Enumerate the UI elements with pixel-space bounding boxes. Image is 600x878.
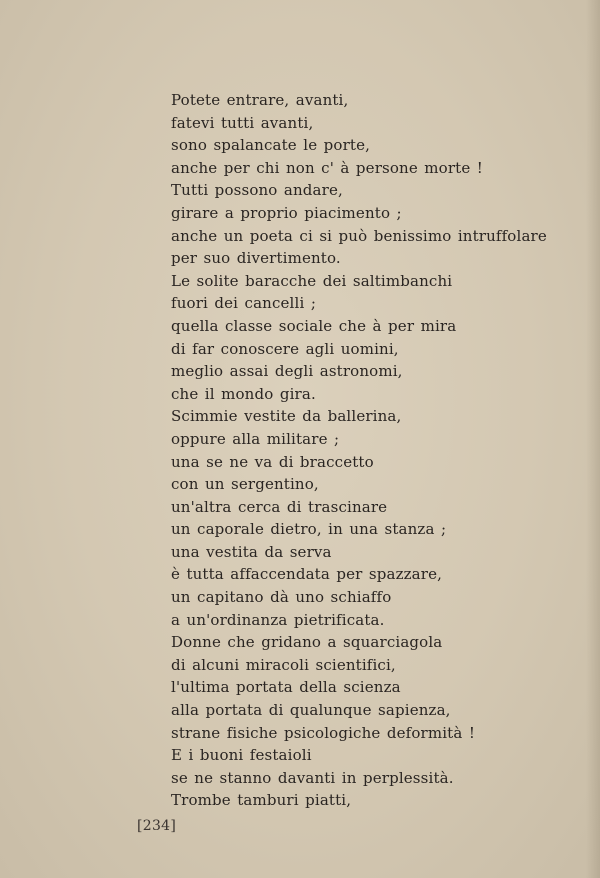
poem-line: è tutta affaccendata per spazzare, bbox=[171, 565, 443, 584]
poem-line: girare a proprio piacimento ; bbox=[171, 203, 402, 222]
poem-line: oppure alla militare ; bbox=[171, 429, 340, 448]
poem-line: che il mondo gira. bbox=[171, 384, 316, 403]
poem-line: Trombe tamburi piatti, bbox=[171, 791, 352, 810]
poem-line: Donne che gridano a squarciagola bbox=[171, 633, 443, 652]
poem-line: di far conoscere agli uomini, bbox=[171, 339, 399, 358]
poem-line: una se ne va di braccetto bbox=[171, 452, 374, 471]
poem-line: un caporale dietro, in una stanza ; bbox=[171, 520, 447, 539]
poem-line: Tutti possono andare, bbox=[171, 181, 343, 200]
poem-line: un'altra cerca di trascinare bbox=[171, 497, 388, 516]
poem-line: per suo divertimento. bbox=[171, 249, 341, 268]
poem-line: meglio assai degli astronomi, bbox=[171, 362, 403, 381]
poem-line: se ne stanno davanti in perplessità. bbox=[171, 768, 454, 787]
poem-line: una vestita da serva bbox=[171, 542, 332, 561]
poem-line: Scimmie vestite da ballerina, bbox=[171, 407, 402, 426]
poem-line: quella classe sociale che à per mira bbox=[171, 316, 457, 335]
poem-line: anche per chi non c' à persone morte ! bbox=[171, 158, 483, 177]
poem-line: un capitano dà uno schiaffo bbox=[171, 588, 392, 607]
poem-line: fuori dei cancelli ; bbox=[171, 294, 317, 313]
poem-text bbox=[171, 89, 561, 812]
poem-line: strane fisiche psicologiche deformità ! bbox=[171, 723, 476, 742]
poem-line: con un sergentino, bbox=[171, 475, 319, 494]
poem-line: anche un poeta ci si può benissimo intruffolare bbox=[171, 226, 547, 245]
poem-line: di alcuni miracoli scientifici, bbox=[171, 655, 396, 674]
poem-line: alla portata di qualunque sapienza, bbox=[171, 701, 451, 720]
poem-line: Potete entrare, avanti, bbox=[171, 91, 349, 109]
poem-line: sono spalancate le porte, bbox=[171, 136, 371, 155]
poem-line: l'ultima portata della scienza bbox=[171, 678, 401, 697]
poem-line: fatevi tutti avanti, bbox=[171, 113, 314, 132]
poem-line: a un'ordinanza pietrificata. bbox=[171, 610, 385, 629]
page-number: [234] bbox=[137, 818, 177, 834]
poem-line: Le solite baracche dei saltimbanchi bbox=[171, 271, 453, 290]
poem-line: E i buoni festaioli bbox=[171, 746, 312, 765]
